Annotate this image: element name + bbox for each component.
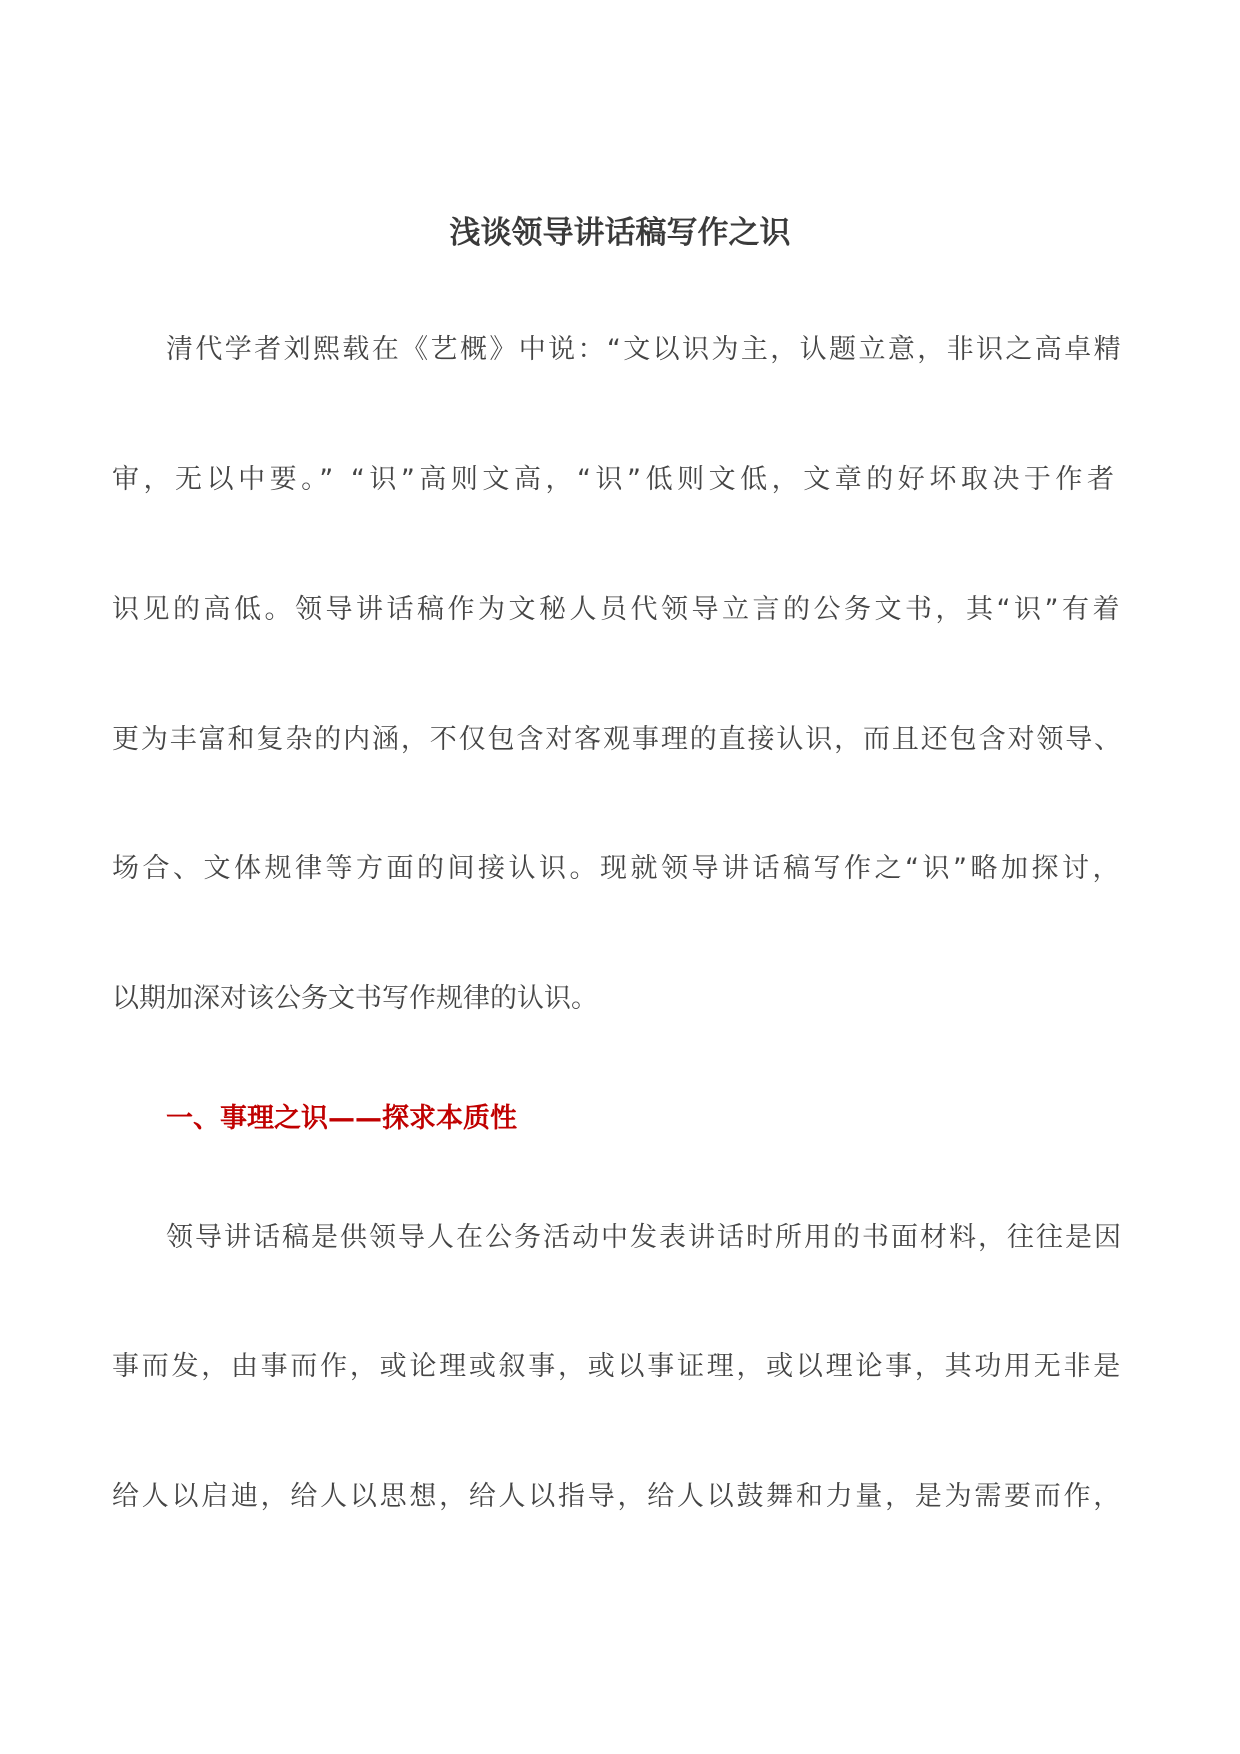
paragraph-line: 更为丰富和复杂的内涵，不仅包含对客观事理的直接认识，而且还包含对领导、 [112, 724, 1123, 755]
paragraph-line: 以期加深对该公务文书写作规律的认识。 [112, 983, 598, 1014]
paragraph-line: 事而发，由事而作，或论理或叙事，或以事证理，或以理论事，其功用无非是 [112, 1351, 1123, 1382]
paragraph-line: 场合、文体规律等方面的间接认识。现就领导讲话稿写作之“识”略加探讨， [112, 853, 1123, 884]
paragraph-line: 给人以启迪，给人以思想，给人以指导，给人以鼓舞和力量，是为需要而作， [112, 1481, 1123, 1512]
paragraph-line: 审，无以中要。” “识”高则文高，“识”低则文低，文章的好坏取决于作者 [112, 464, 1119, 495]
paragraph-line: 清代学者刘熙载在《艺概》中说：“文以识为主，认题立意，非识之高卓精 [166, 334, 1123, 365]
paragraph-line: 识见的高低。领导讲话稿作为文秘人员代领导立言的公务文书，其“识”有着 [112, 594, 1123, 625]
section-heading: 一、事理之识——探求本质性 [166, 1103, 517, 1134]
paragraph-line: 领导讲话稿是供领导人在公务活动中发表讲话时所用的书面材料，往往是因 [166, 1222, 1123, 1253]
document-title: 浅谈领导讲话稿写作之识 [449, 215, 791, 251]
